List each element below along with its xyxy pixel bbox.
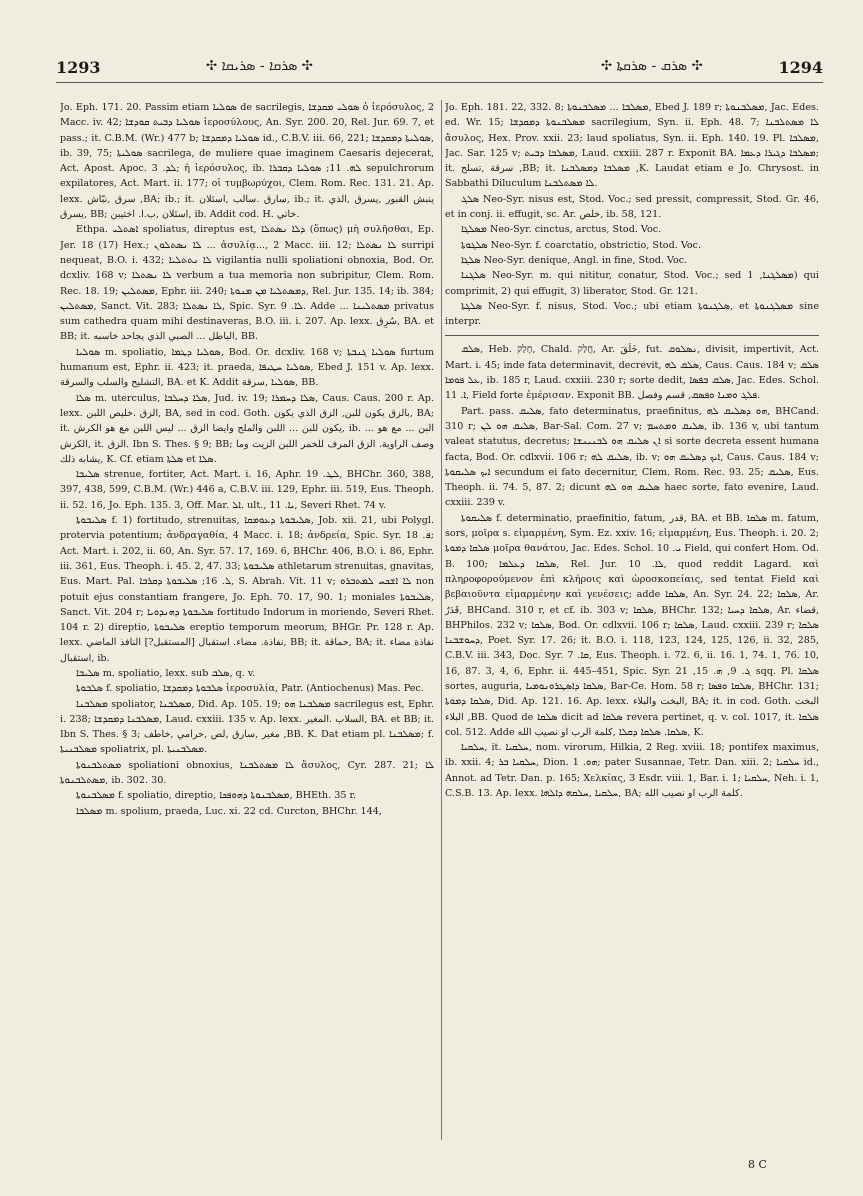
dictionary-entry: Ethpa. ܐܣܬܠܝ spoliatus, direptus est, ܕܠܐ ܢܣܬܠܐ (ὅπως) μὴ συλῆσθαι, Ep. Jer. 18 (17) Hex.; ܠܐ ܢܣܬܠܘܢ ... ἀσυλίᾳ..., 2 Macc. iii. 12; ܠܐ ܢܣܬܠܐ surripi nequeat, B.O. i. 432; ܠܐ ܢܬܬܠܝܐ vigilantia nulli spoliationi obnoxia, Bod. Or. dcxliv. 168 v; ܠܐ ܢܣܬܠܐ verbum a tua memoria non subripitur, Clem. Rom. Rec. 18. 19; ܡܣܬܠܝܢ, Ephr. iii. 240; ܕܡܣܬܠܝܐ ܡܢ ܡܢܘܬܐ, Rel. Jur. 135. 14; ib. 384; ܡܣܬܠܝܢ, Sanct. Vit. 283; ܠܐ ܢܣܬܠܐ, Spic. Syr. ܠܐ. 9. Adde ... ܡܣܬܠܝܢܐ privatus sum cathedra quam mihi destinaveras, B.O. iii. i. 207. Ap. lexx. سُرِق, BA. et BB; it. الباطل ... الصبي الذي يجاحد خاسبه, BB. <box>60 224 434 343</box>
dictionary-entry: ܣܠܓ Neo-Syr. nisus est, Stod. Voc.; sed pressit, compressit, Stod. Gr. 46, et in conj. ii. effugit, sc. Ar. خلص, ib. 58, 121. <box>445 193 819 221</box>
left-column <box>60 100 434 1150</box>
signature-mark: 8 C <box>748 1158 767 1171</box>
dictionary-entry: ܡܣܠܒܢܐ spoliator, ܡܣܠܒܢܐ, Did. Ap. 105. 19; ܡܣܠܒܢܐ ܗܘ sacrilegus est, Ephr. i. 238; ܡܣܠܒܢܐ ܕܡܩܕܫܐ, Laud. cxxiii. 135 v. Ap. lexx. السلاب .المغير, BA. et BB; it. Ibn S. Thes. § 3; مغير ,سارق ,لص ,حرامي ,خاطف ,BB. K. Dat etiam pl. ܡܣܠܒܢܐ; f. ܡܣܠܒܢܝܬܐ spoliatrix, pl. ܡܣܠܒܢܝܬܐ. <box>60 698 434 756</box>
dictionary-entry: ܣܠܝܒܘܬܐ f. 1) fortitudo, strenuitas, ܣܠܝܒܘܬܐ ܕܥܘܡܩܐ, Job. xii. 21, ubi Polygl. protervia potentium; ἀνδραγαθία, 4 Macc. i. 18; ἀνδρεία, Spic. Syr. ܦ. 18; Act. Mart. i. 202, ii. 60, An. Syr. 57. 17, 169. 6, BHChr. 406, B.O. i. 86, Ephr. iii. 361, Eus. Theoph. i. 45. 2, 47. 33; ܣܠܝܒܘܬܐ athletarum strenuitas, gnavitas, Eus. Mart. Pal. ܠ. 16; ܣܠܝܒܘܬܐ ܕܩܪܒܐ, S. Abrah. Vit. 11 v; ܠܐ ܐܫܟܚ ܠܡܬܒܪܘ non potuit ejus constantiam frangere, Jo. Eph. 70. 17, 90. 1; moniales ܣܠܝܒܘܬܐ, Sanct. Vit. 204 r; ܣܠܝܒܘܬܐ ܕܗܢܕܘܝܐ fortitudo Indorum in moriendo, Severi Rhet. 104 r. 2) direptio, ܣܠܝܒܘܬܐ ereptio temporum meorum, BHGr. Pr. 128 r. Ap. lexx. نفاذة. مضاء. استقبال [المستقبل?] النافذ الماضي, BB; it. حماقة, BA; it. نفاذة مضاء استقبال, ib. <box>60 515 434 664</box>
dictionary-entry: ܡܣܠܒܢܘܬܐ f. spoliatio, direptio, ܡܣܠܒܢܘܬܐ ܕܗܘܦܟܐ, BHEth. 35 r. <box>76 790 357 802</box>
dictionary-entry: ܣܠܝܒܐ m. spoliatio, lexx. sub ܣܠܒ, q. v. <box>76 667 256 679</box>
dictionary-entry: ܚܠܩܝܐ, it. ܚܠܩܝܐ, nom. virorum, Hilkia, 2 Reg. xviii. 18; pontifex maximus, ib. xxii. 4; ܚܠܩܝܐ ܒܪ, Dion. ܗܘ. 1; pater Susannae, Tetr. Dan. xiii. 2; ܚܠܩܝܐ id., Annot. ad Tetr. Dan. p. 165; Χελκίας, 3 Esdr. viii. 1, Bar. i. 1; ܚܠܩܝܐ, Neh. i. 1, C.S.B. 13. Ap. lexx. ܚܠܩܝܐ ,ܚܠܩܗ ܕܐܠܗܐ, BA; كلمة الرب او نصيب الله. <box>445 742 819 800</box>
dictionary-entry: ܣܠܝܩܘܬܐ f. determinatio, praefinitio, fatum, قدر, BA. et BB. ܣܠܩܐ m. fatum, sors, μοῖρα s. εἱμαρμένη, Sym. Ez. xxiv. 16; εἱμαρμένη, Eus. Theoph. i. 20. 2; ܣܠܩܐ ܕܡܘܬܐ μοῖρα θανάτου, Jac. Edes. Schol. ܝ. 10 Field, qui confert Hom. Od. B. 100; ܣܠܩܐ ܕܥܠܡܐ, Rel. Jur. ܠܐ. 10, quod reddit Lagard. καὶ πληροφορούμενον ἐπὶ κλήροις καὶ ὡροσκοπείαις, sed tentat Field καὶ βεβαιοῦντα εἱμαρμένην καὶ γενέσεις; adde ܣܠܩܐ, An. Syr. 24. 22; ܣܠܩܐ, Ar. قَدَرٌ, BHCand. 310 r, et cf. ib. 303 v; ܣܠܩܐ, BHChr. 132; ܣܠܩܐ ܕܚܝܐ, Ar. قضاء, BHPhilos. 232 v; ܣܠܩܐ, Bod. Or. cdlxvii. 106 r; ܣܠܩܐ, Laud. cxxiii. 239 r; ܣܠܩܐ ܕܚܘܫܒܢܐ, Poet. Syr. 17. 26; it. B.O. i. 118, 123, 124, 125, 126, ii. 32, 285, C.B.V. iii. 343, Doc. Syr. ܩܐ. 7, Eus. Theoph. i. 72. 6, ii. 16. 1, 74. 1, 76. 10, 16, 87. 3, 4, 6, Ephr. ii. 445–451, Spic. Syr. ܓ. 9, ܗ. 15, 21 sqq. Pl. ܣܠܩܐ sortes, auguria, ܣܠܩܐ ܕܐܣܛܪܘܢܘܡܝܐ, Bar-Ce. Hom. 58 r; ܣܠܩܐ ܘܦܣܐ, BHChr. 131; ܣܠܩܐ ܕܡܘܬܐ, Did. Ap. 121. 16. Ap. lexx. البخت والبلاء, BA; it. in cod. Goth. البخت البلاء ,BB. Quod de ܣܠܩܐ dicit ad ܣܠܩܐ revera pertinet, q. v. col. 1017, it. ܣܠܩܐ col. 512. Adde ܣܠܩܐ. ܣܠܩܐ ܕܩܠܐ ,كلمة الرب او نصيب الله, K. <box>445 512 819 738</box>
left-page-number: 1293 <box>56 58 101 77</box>
column-divider <box>441 100 442 1140</box>
dictionary-entry: ܡܣܠܓܐ Neo-Syr. cinctus, arctus, Stod. Voc. <box>461 224 662 236</box>
dictionary-entry: Jo. Eph. 171. 20. Passim etiam ܣܘܠܝܐ de sacrilegis, ܣܘܠܝ ܡܩܕܫܐ ὁ ἱερόσυλος, 2 Macc. iv. 42; ܣܘܠܝܐ ܕܒܝܬ ܩܘܕܫܐ ἱεροσύλους, An. Syr. 200. 20, Rel. Jur. 69. 7, et pass.; it. C.B.M. (Wr.) 477 b; ܣܘܠܝܐ ܕܡܩܕܫܐ id., C.B.V. iii. 66, 221; ܣܘܠܝܬܐ ܕܡܩܕܫܐ, ib. 39, 75; ܣܘܠܝܬܐ sacrilega, de muliere quae imaginem Caesaris dejecerat, Act. Apost. Apoc. ܠܕ. 3; ἡ ἱερόσυλος, ib. ܠܗ. 11; ܣܘܠܝܐ ܕܩܒܪܐ sepulchrorum expilatores, Act. Mart. ii. 177; οἱ τυμβωρύχοι, Clem. Rom. Rec. 131. 21. Ap. lexx. سرق ,نبّاش ,BA; ib.; it. سارق .سالب ,اسئلان, ib.; it. ينبش القبور ,يسرق ,الذي يسرق, BB; اسئلان ,ب.ا. اختيبن, ib. Addit cod. H. خاتي. <box>60 102 434 221</box>
left-running-title: ✣ ܣܪܩܐ - ܣܪܝܩܐ ✣ <box>206 58 313 74</box>
dictionary-entry: ܣܠܓܬܐ Neo-Syr. f. nisus, Stod. Voc.; ubi etiam ܣܠܓܢܘܬܐ, et ܡܣܠܓܢܘܬܐ sine interpr. <box>445 300 819 328</box>
right-column <box>445 100 819 1150</box>
dictionary-entry: ܡܣܬܠܒܢܘܬܐ spoliationi obnoxius, ܠܐ ܡܣܬܠܒܢܐ ἄσυλος, Cyr. 287. 21; ܠܐ ܡܣܬܠܒܢܘܬܐ, ib. 302. 30. <box>60 759 434 787</box>
dictionary-entry: ܣܠܓܘܬܐ Neo-Syr. f. coarctatio, obstrictio, Stod. Voc. <box>461 239 702 251</box>
dictionary-entry: ܣܘܠܝܐ m. spoliatio, ܣܘܠܝܐ ܕܛܡܐ, Bod. Or. dcxliv. 168 v; ܣܘܠܝܐ ܓܢܒܬܐ furtum humanum est, Ephr. ii. 423; it. praeda, ܣܘܠܝܐ ܚܛܝܦܐ, Ebed J. 151 v. Ap. lexx. التشليح والسلب والسرقة, BA. et K. Addit ܣܘܠܝܐ ,سرقة, BB. <box>60 346 434 389</box>
dictionary-entry: ܣܠܝܒܐ strenue, fortiter, Act. Mart. i. 16, Aphr. ܠܛ. 19, BHChr. 360, 388, 397, 438, 599, C.B.M. (Wr.) 446 a, C.B.V. iii. 129, Ephr. iii. 519, Eus. Theoph. ii. 52. 16, Jo. Eph. 135. 3, Off. Mar. ܐܠ. ult., ܝܐ. 11, Severi Rhet. 74 v. <box>60 469 434 511</box>
dictionary-entry: Jo. Eph. 181. 22, 332. 8; ܡܣܠܒܐ ... ܡܣܠܒܢܘܬܐ, Ebed J. 189 r; ܡܣܠܒܢܘܬܐ, Jac. Edes. ed. Wr. 15; ܡܣܠܒܢܘܬܐ ܕܡܩܕܫܐ sacrilegium, Syn. ii. Eph. 48. 7; ܠܐ ܡܣܬܠܒܢܐ ἄσυλος, Hex. Prov. xxii. 23; laud spoliatus, Syn. ii. Eph. 140. 19. Pl. ܡܣܠܒܐ, Jac. Sar. 125 v; ܡܣܠܒܐ ܕܒܝܬ, Laud. cxxiii. 287 r. Exponit BA. ܡܣܠܒܐ ܕܓܝܪܐ ܕܥܡܐ; it. سرقة ,تسلح ,BB; it. ܡܣܠܒܐ ܕܡܣܠܒܢܐ ,K. Laudat etiam e Jo. Chrysost. in Sabbathi Diluculum ܠܐ ܡܣܬܠܒܢܐ. <box>445 102 819 190</box>
dictionary-entry: Part. pass. ܣܠܝܩ, fato determinatus, praefinitus, ܗܘ ܕܣܠܝܩ ܠܗ, BHCand. 310 r; ܣܠܝܩ ܗܘ ܠܢ, Bar-Sal. Com. 27 v; ܣܠܝܩ ܘܡܬܚܡ, ib. 136 v, ubi tantum valeat statutus, decretus; ܐܢ ܣܠܝܩ ܗܘ ܠܒܢܝܢܫܐ si sorte decreta essent humana facta, Bod. Or. cdlxvii. 106 r; ܣܠܝܩ ܠܗ, ib. v; ܐܝܟ ܕܣܠܝܩ ܗܘ, Caus. Caus. 184 v; ܐܝܟ ܣܠܝܩܘܬܐ secundum ei fato decernitur, Clem. Rom. Rec. 93. 25; ܣܠܝܩ, Eus. Theoph. ii. 74. 5, 87. 2; dicunt ܣܠܝܩ ܗܘ ܠܗ haec sorte, fato evenire, Laud. cxxiii. 239 v. <box>445 405 819 509</box>
section-rule <box>445 335 819 336</box>
right-page-number: 1294 <box>778 58 823 77</box>
right-running-title: ✣ ܣܪܩ - ܣܪܩܬܐ ✣ <box>601 58 703 74</box>
dictionary-entry: ܣܠܩ, Heb. חָלַק, Chald. חֲלַק, Ar. خَلَقَ, fut. ܢܣܠܘܩ, divisit, impertivit, Act. Mart. i. 45; inde fata determinavit, decrevit, ܣܠܩ ܠܗ, Caus. Caus. 184 v; ܣܠܩ ܥܠ ܦܘܡܐ, ib. 185 r, Laud. cxxiii. 230 r; sorte dedit, ܣܠܩ ܒܦܣܐ, Jac. Edes. Schol. ܐ. 11, Field forte ἐμέρισαν. Exponit BB. ܦܠܓ ܘܡܢܐ ܘܦܣܩ, قسم وفصل. <box>445 344 819 402</box>
page-header <box>56 56 823 83</box>
dictionary-entry: ܣܠܒܘܬܐ f. spoliatio, ܣܠܒܘܬܐ ܕܡܩܕܫܐ ἱεροσυλία, Patr. (Antiochenus) Mas. Pec. <box>76 683 424 695</box>
dictionary-entry: ܣܠܐ m. uterculus, ܣܠܐ ܕܚܠܒܐ, Jud. iv. 19; ܣܠܐ ܕܚܡܪܐ, Caus. Caus. 200 r. Ap. lexx. الزق .خليص اللبن, BA, sed in cod. Goth. بالزق يكون للبن, الزق الذي يكون, BA; it. يكون للبن ... اللبن والملح وايضا الزق ... ليس اللبن مع هو الكرش, ib. ... البن ... مع هو الكرش, it. الزق. Ibn S. Thes. § 9; BB; وصف الراوية. الزق المرف للخمر اللبن الزيت وما يشابه ذلك, K. Cf. etiam ܣܠܬܐ et ܣܠܐ. <box>60 392 434 465</box>
dictionary-entry: ܣܠܓܢܐ Neo-Syr. m. qui nititur, conatur, Stod. Voc.; sed ܡܣܠܓܢܐ, 1) qui comprimit, 2) qui effugit, 3) liberator, Stod. Gr. 121. <box>445 270 819 297</box>
dictionary-entry: ܣܠܓܐ Neo-Syr. denique, Angl. in fine, Stod. Voc. <box>461 254 688 266</box>
dictionary-entry: ܡܣܠܒܐ m. spolium, praeda, Luc. xi. 22 cd. Curcton, BHChr. 144, <box>76 805 382 817</box>
